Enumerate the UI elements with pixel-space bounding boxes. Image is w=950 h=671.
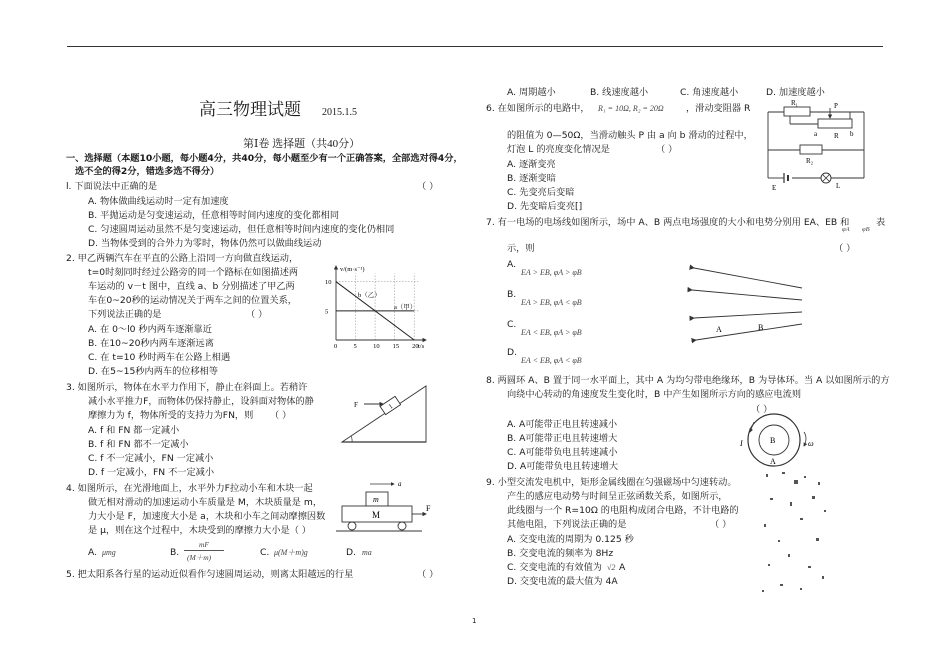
q8-line-1: 8. 两圆环 A、B 置于同一水平面上，其中 A 为均匀带电绝缘环，B 为导体环。当 A 以如图所示的方 [486,375,890,386]
q9-figure [760,468,830,594]
circuit-e-label: E [772,184,777,192]
q8-answer-paren: （ ） [751,404,773,415]
q2-answer-paren: （ ） [246,309,268,320]
page-title: 高三物理试题 [199,100,301,119]
q7-option-c-label: C. [507,319,517,330]
q3-line-1: 3. 如图所示，物体在水平力作用下，静止在斜面上。若稍许 [66,382,308,393]
cart-accel-label: a [398,480,402,488]
q6-stem: 6. 在如图所示的电路中， [486,103,590,114]
vt-y-tick: 10 [325,279,332,287]
q4-option-b-label: B. [170,547,180,558]
q7-option-d-label: D. [507,347,517,358]
vt-x-tick: 10 [373,343,380,350]
ring-rotation-arrow [804,432,806,446]
field-point-b: B [758,323,764,332]
ring-b-label: B [770,436,776,445]
q2-line-1: 2. 甲乙两辆汽车在平直的公路上沿同一方向做直线运动， [66,253,299,264]
page-number: 1 [472,617,477,625]
q1-option-d: D. 当物体受到的合外力为零时，物体仍然可以做曲线运动 [88,238,322,249]
ring-a-label: A [770,457,776,466]
q1-answer-paren: （ ） [417,181,439,192]
q4-line-4: 是 μ，则在这个过程中，木块受到的摩擦力大小是（ ） [88,525,311,536]
circuit-r-label: R [834,132,839,140]
q4-option-c-formula: μ(M＋m)g [274,548,308,557]
q9-option-a: A. 交变电流的周期为 0.125 秒 [507,534,634,545]
circuit-p-label: P [834,102,838,110]
q3-line-3: 摩擦力为 f，物体所受的支持力为FN，则 [88,410,254,421]
cart-block-label: m [373,495,379,504]
circuit-a-label: a [814,130,818,138]
q1-option-c: C. 匀速圆周运动虽然不是匀变速运动，但任意相等时间内速度的变化仍相同 [88,224,395,235]
q6-option-c: C. 先变亮后变暗 [507,187,575,198]
q4-option-b-denominator: (M＋m) [187,553,212,562]
q2-option-c: C. 在 t=10 秒时两车在公路上相遇 [88,352,231,363]
q8-option-b: B. A可能带正电且转速增大 [507,433,618,444]
incline-figure [334,382,430,446]
q2-option-d: D. 在5~15秒内两车的位移相等 [88,366,219,377]
q5-option-b: B. 线速度越小 [590,87,649,98]
q4-option-b-numerator: mF [199,540,209,549]
field-line-1 [694,268,802,288]
q4-option-c-label: C. [260,547,270,558]
q4-option-d-formula: ma [362,548,372,557]
exam-date: 2015.1.5 [322,107,357,118]
ring-current-arrow [750,422,754,432]
q1-stem: l. 下面说法中正确的是 [66,181,158,192]
q2-option-b: B. 在10~20秒内两车逐渐远离 [88,338,214,349]
q6-option-a: A. 逐渐变亮 [507,159,556,170]
cart-wheel-right [398,522,406,530]
q6-answer-paren: （ ） [656,144,678,155]
field-lines-figure [686,260,806,344]
q7-option-a-formula: EA > EB, φA > φB [521,268,582,277]
q7-option-b-label: B. [507,289,517,300]
field-line-4 [696,324,802,340]
q8-option-c: C. A可能带负电且转速减小 [507,447,618,458]
field-point-a: A [716,325,722,334]
circuit-figure [764,98,870,194]
vt-x-tick: 0 [334,343,338,350]
circuit-r1-label: R₁ [791,99,799,107]
q4-option-d-label: D. [346,547,356,558]
q7-stem-tail: 表 [876,217,886,228]
cart-body-label: M [372,510,381,520]
field-line-3 [694,312,802,318]
q3-option-d: D. f 一定减小，FN 不一定减小 [88,467,215,478]
q2-option-a: A. 在 0～l0 秒内两车逐渐靠近 [88,324,212,335]
q1-option-b: B. 平抛运动是匀变速运动，任意相等时间内速度的变化都相同 [88,210,340,221]
circuit-r2 [800,145,822,154]
incline-force-label: F [354,401,358,409]
instructions-line-2: 选不全的得2分，错选多选不得分） [75,166,220,177]
vt-chart [318,262,430,350]
vt-x-tick: 20 [412,343,419,350]
q6-line-2: 灯泡 L 的亮度变化情况是 [507,144,610,155]
cart-wheel-left [348,522,356,530]
q4-option-a-formula: μmg [102,548,116,557]
q8-option-d: D. A可能带负电且转速增大 [507,461,619,472]
q5-stem: 5. 把太阳系各行星的运动近似看作匀速圆周运动，则离太阳越远的行星 [66,569,354,580]
q5-option-c: C. 角速度越小 [680,87,739,98]
q7-option-c-formula: EA < EB, φA > φB [521,328,582,337]
circuit-lamp-label: L [836,182,841,190]
q1-option-a: A. 物体做曲线运动时一定有加速度 [88,196,229,207]
vt-y-tick: 5 [325,308,329,316]
vt-x-tick: 15 [392,343,400,350]
q5-option-d: D. 加速度越小 [766,87,825,98]
vt-line-b-label: b（乙） [358,292,381,299]
q9-answer-paren: （ ） [710,519,732,530]
circuit-r2-label: R₂ [806,157,814,165]
q7-answer-paren: （ ） [834,243,856,254]
q9-line-4: 其他电阻，下列说法正确的是 [507,519,627,530]
vt-x-label: t/s [418,343,425,350]
q3-option-b: B. f 和 FN 都不一定减小 [88,439,189,450]
q7-option-b-formula: EA > EB, φA < φB [521,298,582,307]
cart-force-label: F [426,504,431,513]
header-rule [67,46,883,47]
q7-option-d-formula: EA < EB, φA < φB [521,356,582,365]
rings-figure [734,412,820,468]
section-heading: 第Ⅰ卷 选择题（共40分） [243,138,361,150]
q9-option-c-sqrt: √2 [607,563,616,572]
q3-line-2: 减小水平推力F，而物体仍保持静止，设斜面对物体的静 [88,396,314,407]
q9-line-1: 9. 小型交流发电机中，矩形金属线圈在匀强磁场中匀速转动。 [486,477,737,488]
q2-line-5: 下列说法正确的是 [88,309,162,320]
q4-option-a-label: A. [88,547,98,558]
q7-stem: 7. 有一电场的电场线如图所示，场中 A、B 两点电场强度的大小和电势分别用 EA、EB 和 [486,217,850,228]
circuit-rheostat [818,119,852,128]
q9-line-3: 此线圈与一个 R=10Ω 的电阻构成闭合电路，不计电路的 [507,505,739,516]
q7-option-a-label: A. [507,259,517,270]
instructions-line-1: 一、选择题（本题10小题，每小题4分，共40分，每小题至少有一个正确答案，全部选对得4分， [66,153,463,164]
q2-line-4: 车在0~20秒的运动情况关于两车之间的位置关系， [88,295,297,306]
q3-option-a: A. f 和 FN 都一定减小 [88,425,180,436]
q5-option-a: A. 周期越小 [507,87,556,98]
vt-y-label: v/(m·s⁻¹) [340,266,365,273]
ring-omega-label: ω [808,439,814,448]
circuit-b-label: b [850,130,854,138]
q8-option-a: A. A可能带正电且转速减小 [507,419,618,430]
circuit-r1 [784,107,810,116]
ring-current-label: I [740,439,743,448]
q7-line-2: 示，则 [507,243,535,254]
q4-line-3: 力大小是 F，加速度大小是 a，木块和小车之间动摩擦因数 [88,511,326,522]
q6-stem-tail: ，滑动变阻器 R [686,103,751,114]
q9-option-c-unit: A [619,562,626,573]
q6-line-1: 的阻值为 0—50Ω，当滑动触头 P 由 a 向 b 滑动的过程中， [507,130,753,141]
q4-line-1: 4. 如图所示，在光滑地面上，水平外力F拉动小车和木块一起 [66,483,313,494]
q6-option-d: D. 先变暗后变亮[] [507,201,583,212]
q5-answer-paren: （ ） [417,569,439,580]
q9-option-c: C. 交变电流的有效值为 [507,562,602,573]
vt-x-tick: 5 [353,343,357,350]
q3-option-c: C. f 不一定减小，FN 一定减小 [88,453,214,464]
q9-option-b: B. 交变电流的频率为 8Hz [507,548,614,559]
vt-line-a-label: a（甲） [394,304,417,311]
q6-option-b: B. 逐渐变暗 [507,173,556,184]
q6-formula: R₁ = 10Ω, R₂ = 20Ω [598,104,664,113]
q3-answer-paren: （ ） [270,410,292,421]
q9-line-2: 产生的感应电动势与时间呈正弦函数关系，如图所示， [507,491,728,502]
q8-line-2: 向绕中心转动的角速度发生变化时，B 中产生如图所示方向的感应电流则 [507,389,802,400]
q4-line-2: 做无相对滑动的加速运动小车质量是 M，木块质量是 m， [88,497,323,508]
incline-block-label: 1 [387,402,395,411]
cart-figure [336,478,434,536]
q2-line-3: 车运动的 v－t 图中，直线 a、b 分别描述了甲乙两 [88,281,295,292]
q9-option-d: D. 交变电流的最大值为 4A [507,576,618,587]
field-line-2 [692,290,802,300]
q2-line-2: t=0时刻同时经过公路旁的同一个路标在如图描述两 [88,267,299,278]
q7-phi-a: φA [842,226,850,233]
q7-phi-b: φB [862,226,870,233]
